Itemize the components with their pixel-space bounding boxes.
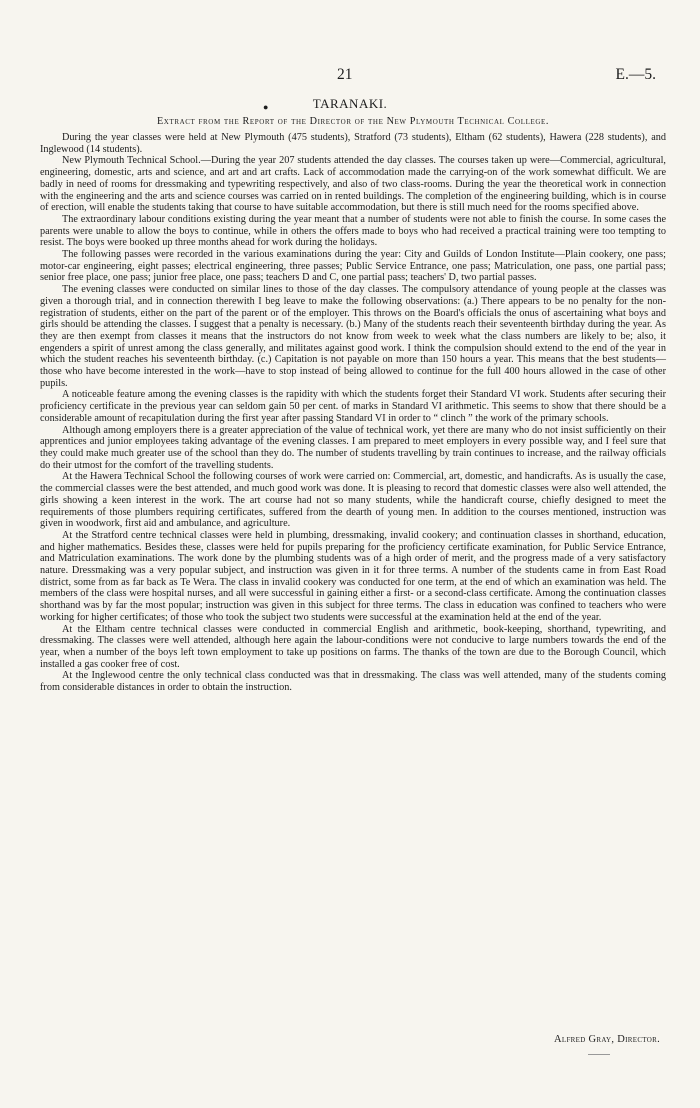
paragraph: At the Inglewood centre the only technical class conducted was that in dressmaking. The class was well attended, many of the students coming from considerable distances in order to obtain the instruction. [40, 670, 666, 694]
paragraph: A noticeable feature among the evening classes is the rapidity with which the students forget their Standard VI work. Students after securing their proficiency certificate in the previous year can seldom gain 50 per cent. of marks in Standard VI arithmetic. This seems to show that there should be a considerable amount of recapitulation during the first year after passing Standard VI in order to “ clinch ” the work of the primary schools. [40, 389, 666, 424]
paragraph: The following passes were recorded in the various examinations during the year: City and Guilds of London Institute—Plain cookery, one pass; motor-car engineering, eight passes; electrical engineering, three passes; Public Service Entrance, one pass; Matriculation, one pass, one partial pass; senior free place, one pass; junior free place, one pass; teachers D and C, one partial pass; teachers' D, two partial passes. [40, 249, 666, 284]
page-header [40, 66, 666, 84]
document-code: E.—5. [615, 66, 656, 83]
section-title: TARANAKI. [312, 96, 388, 111]
paragraph: At the Stratford centre technical classes were held in plumbing, dressmaking, invalid cookery; and continuation classes in shorthand, education, and higher mathematics. Besides these, classes were held for pupils preparing for the proficiency certificate examination, for Public Service Entrance, and Matriculation examinations. The work done by the plumbing students was of a high order of merit, and the progress made of a very satisfactory nature. Dressmaking was a very popular subject, and instruction was given in it for three terms. A number of the students came in from East Road district, some from as far back as Te Wera. The class in invalid cookery was conducted for one term, at the end of which an examination was held. The members of the class were hospital nurses, and all were successful in gaining either a first- or a second-class certificate. Among the continuation classes shorthand was by far the most popular; instruction was given in this subject for three terms. The class in education was confined to teachers who were working for higher certificates; of those who took the subject two students were successful at the examination held at the end of the year. [40, 529, 666, 623]
divider [588, 1054, 610, 1056]
paragraph: During the year classes were held at New Plymouth (475 students), Stratford (73 students), Eltham (62 students), Hawera (228 students), and Inglewood (14 students). [40, 132, 666, 155]
page-number: 21 [337, 66, 353, 83]
paragraph: At the Eltham centre technical classes were conducted in commercial English and arithmetic, book-keeping, shorthand, typewriting, and dressmaking. The classes were well attended, although here again the labour-conditions were not conducive to large numbers towards the end of the year, when a number of the boys left town employment to take up positions on farms. The thanks of the town are due to the Borough Council, which installed a gas cooker free of cost. [40, 623, 666, 670]
bullet-mark: ● [263, 102, 269, 112]
paragraph: The evening classes were conducted on similar lines to those of the day classes. The compulsory attendance of young people at the classes was given a thorough trial, and in connection therewith I beg leave to make the following observations: (a.) There appears to be no penalty for the non-registration of students, either on the part of the parent or of the employer. This throws on the Board's officials the onus of ascertaining what boys and girls should be attending the classes. I suggest that a penalty is necessary. (b.) Many of the students reach their seventeenth birthday during the year. As they are then exempt from classes it means that the instructors do not know from week to week what the class numbers are likely to be; also, it engenders a spirit of unrest among the class generally, and militates against good work. I think the compulsion should extend to the end of the year in which the student reaches his seventeenth birthday. (c.) Capitation is not payable on more than 150 hours a year. This means that the best students—those who have become interested in the work—have to stop instead of being allowed to continue for the full 400 hours allowed in the case of other pupils. [40, 284, 666, 389]
paragraph: At the Hawera Technical School the following courses of work were carried on: Commercial, art, domestic, and handicrafts. As is usually the case, the commercial classes were the best attended, and much good work was done. It is pleasing to record that domestic classes were also well attended, the girls showing a keen interest in the work. The art course had not so many students, while the handicraft course, chiefly designed to meet the requirements of those plumbers requiring certificates, suffered from the dearth of young men. In addition to the courses mentioned, instruction was given in woodwork, first aid and ambulance, and agriculture. [40, 471, 666, 530]
paragraph: Although among employers there is a greater appreciation of the value of technical work, yet there are many who do not insist sufficiently on their apprentices and junior employees taking advantage of the evening classes. I am prepared to meet employers in every possible way, and I feel sure that they could make much greater use of the school than they do. The number of students travelling by train continues to increase, and the railway officials do their utmost for the comfort of the travelling students. [40, 424, 666, 471]
paragraph: The extraordinary labour conditions existing during the year meant that a number of students were not able to finish the course. In some cases the parents were unable to allow the boys to continue, while in others the offers made to boys who had received a practical training were too tempting to resist. The boys were booked up three months ahead for work during the holidays. [40, 213, 666, 249]
report-body [40, 132, 666, 694]
paragraph: New Plymouth Technical School.—During the year 207 students attended the day classes. The courses taken up were—Commercial, agricultural, engineering, domestic, arts and science, and art and art crafts. Lack of accommodation made the carrying-on of the work somewhat difficult. We are badly in need of rooms for dressmaking and typewriting respectively, and also of two class-rooms. During the year the theoretical work in connection with the engineering and the arts and science courses was carried on in rented buildings. The completion of the engineering building, which is in course of erection, will enable the students taking that course to have suitable accommodation, but there is still much need for the rooms specified above. [40, 155, 666, 214]
section-subtitle: Extract from the Report of the Director of the New Plymouth Technical College. [156, 116, 550, 127]
signature: Alfred Gray, Director. [554, 1034, 660, 1045]
